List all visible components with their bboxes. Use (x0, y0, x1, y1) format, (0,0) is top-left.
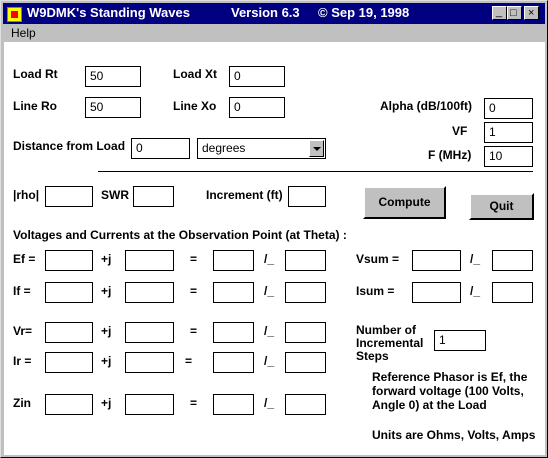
if-angle-symbol: /_ (264, 284, 275, 298)
ir-mag-field[interactable] (213, 352, 254, 373)
quit-button[interactable]: Quit (469, 193, 534, 220)
ef-equals: = (190, 252, 198, 266)
menu-help[interactable]: Help (11, 26, 36, 40)
if-imag-field[interactable] (125, 282, 174, 303)
ir-imag-field[interactable] (125, 352, 174, 373)
vsum-label: Vsum = (356, 252, 400, 266)
line-ro-label: Line Ro (13, 99, 57, 113)
vsum-angle-symbol: /_ (470, 252, 481, 266)
window-date: © Sep 19, 1998 (318, 5, 410, 20)
freq-field[interactable]: 10 (484, 146, 533, 167)
if-equals: = (190, 284, 198, 298)
rho-field[interactable] (45, 186, 93, 207)
steps-label-2: Incremental (356, 336, 424, 350)
menu-bar (3, 24, 545, 42)
load-xt-field[interactable]: 0 (229, 66, 285, 87)
vr-angle-symbol: /_ (264, 324, 275, 338)
units-selected: degrees (202, 141, 246, 155)
vsum-angle-field[interactable] (492, 250, 533, 271)
zin-plus-j: +j (101, 396, 112, 410)
vr-label: Vr= (13, 324, 33, 338)
title-bar[interactable] (3, 3, 545, 24)
form-area (4, 42, 545, 455)
section-heading: Voltages and Currents at the Observation Point (at Theta) : (13, 228, 347, 242)
maximize-button[interactable] (507, 6, 522, 20)
vsum-mag-field[interactable] (412, 250, 461, 271)
isum-mag-field[interactable] (412, 282, 461, 303)
vr-real-field[interactable] (45, 322, 93, 343)
isum-label: Isum = (356, 284, 395, 298)
ef-mag-field[interactable] (213, 250, 254, 271)
alpha-label: Alpha (dB/100ft) (380, 99, 473, 113)
isum-angle-symbol: /_ (470, 284, 481, 298)
if-plus-j: +j (101, 284, 112, 298)
close-icon: × (528, 7, 535, 19)
vr-imag-field[interactable] (125, 322, 174, 343)
compute-button[interactable]: Compute (363, 186, 446, 219)
vf-label: VF (452, 124, 468, 138)
reference-note-1: Reference Phasor is Ef, the (372, 370, 528, 384)
divider-line (98, 171, 533, 172)
vr-angle-field[interactable] (285, 322, 326, 343)
window-title: W9DMK's Standing Waves (27, 5, 190, 20)
reference-note-2: forward voltage (100 Volts, (372, 384, 524, 398)
ef-real-field[interactable] (45, 250, 93, 271)
zin-label: Zin (13, 396, 31, 410)
ir-equals: = (185, 354, 193, 368)
ir-plus-j: +j (101, 354, 112, 368)
alpha-field[interactable]: 0 (484, 98, 533, 119)
line-xo-label: Line Xo (173, 99, 217, 113)
vr-mag-field[interactable] (213, 322, 254, 343)
ir-angle-symbol: /_ (264, 354, 275, 368)
ef-label: Ef = (13, 252, 36, 266)
chevron-down-icon[interactable] (309, 140, 324, 157)
if-label: If = (13, 284, 31, 298)
reference-note-3: Angle 0) at the Load (372, 398, 487, 412)
units-note: Units are Ohms, Volts, Amps (372, 428, 536, 442)
distance-field[interactable]: 0 (131, 138, 190, 159)
ef-plus-j: +j (101, 252, 112, 266)
steps-label-1: Number of (356, 323, 416, 337)
ef-angle-symbol: /_ (264, 252, 275, 266)
distance-label: Distance from Load (13, 139, 126, 153)
ir-label: Ir = (13, 354, 32, 368)
line-xo-field[interactable]: 0 (229, 97, 285, 118)
if-real-field[interactable] (45, 282, 93, 303)
vr-plus-j: +j (101, 324, 112, 338)
zin-angle-field[interactable] (285, 394, 326, 415)
line-ro-field[interactable]: 50 (85, 97, 141, 118)
app-icon[interactable] (7, 7, 22, 22)
close-button[interactable] (524, 6, 539, 20)
increment-field[interactable] (288, 186, 326, 207)
if-angle-field[interactable] (285, 282, 326, 303)
vr-equals: = (190, 324, 198, 338)
ef-angle-field[interactable] (285, 250, 326, 271)
load-rt-label: Load Rt (13, 67, 58, 81)
ef-imag-field[interactable] (125, 250, 174, 271)
zin-equals: = (190, 396, 198, 410)
load-xt-label: Load Xt (173, 67, 217, 81)
units-dropdown[interactable] (197, 138, 326, 159)
ir-real-field[interactable] (45, 352, 93, 373)
zin-real-field[interactable] (45, 394, 93, 415)
vf-field[interactable]: 1 (484, 122, 533, 143)
window-version: Version 6.3 (231, 5, 300, 20)
minimize-button[interactable] (492, 6, 507, 20)
zin-imag-field[interactable] (125, 394, 174, 415)
ir-angle-field[interactable] (285, 352, 326, 373)
steps-label-3: Steps (356, 349, 389, 363)
zin-mag-field[interactable] (213, 394, 254, 415)
increment-label: Increment (ft) (206, 188, 283, 202)
isum-angle-field[interactable] (492, 282, 533, 303)
swr-label: SWR (101, 188, 129, 202)
minimize-icon: _ (496, 6, 503, 18)
freq-label: F (MHz) (428, 148, 472, 162)
steps-field[interactable]: 1 (434, 330, 486, 351)
zin-angle-symbol: /_ (264, 396, 275, 410)
maximize-icon: □ (510, 7, 517, 19)
if-mag-field[interactable] (213, 282, 254, 303)
load-rt-field[interactable]: 50 (85, 66, 141, 87)
swr-field[interactable] (133, 186, 174, 207)
rho-label: |rho| (13, 188, 40, 202)
